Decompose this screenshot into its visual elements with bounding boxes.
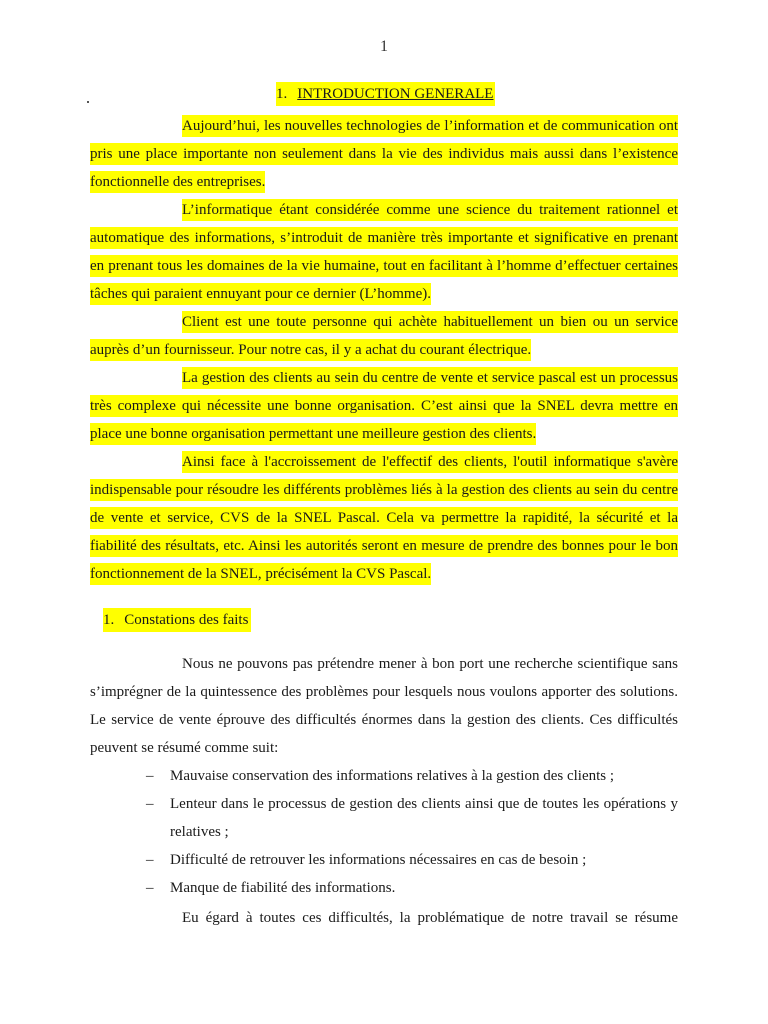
closing-paragraph: Eu égard à toutes ces difficultés, la problématique de notre travail se résume: [182, 910, 678, 926]
intro-paragraphs: [90, 112, 678, 588]
section-heading-text: Constations des faits: [124, 612, 249, 628]
intro-paragraph-1: Aujourd’hui, les nouvelles technologies de l’information et de communication ont pris une place importante non seulement dans la vie des individus mais aussi dans l’existence fonctionnelle des entreprises.: [90, 112, 678, 196]
intro-heading-text: INTRODUCTION GENERALE: [297, 86, 494, 102]
page-number: 1: [380, 38, 388, 55]
stray-dot: [87, 101, 89, 103]
section-paragraph: Nous ne pouvons pas prétendre mener à bon port une recherche scientifique sans s’imprégner de la quintessence des problèmes pour lesquels nous voulons apporter des solutions. Le service de vente éprouve des difficultés énormes dans la gestion des clients. Ces difficultés peuvent se résumé comme suit:: [90, 656, 678, 756]
section-heading-number: 1.: [103, 612, 115, 628]
list-item: – Mauvaise conservation des informations relatives à la gestion des clients ;: [146, 762, 678, 790]
dash-bullet-icon: –: [146, 768, 154, 784]
closing-body: [90, 904, 678, 932]
intro-paragraph-2: L’informatique étant considérée comme une science du traitement rationnel et automatique des informations, s’introduit de manière très importante et significative en prenant en prenant tous les domaines de la vie humaine, tout en facilitant à l’homme d’effectuer certaines tâches qui paraient ennuyant pour ce dernier (L’homme).: [90, 196, 678, 308]
dash-bullet-icon: –: [146, 796, 154, 812]
intro-paragraph-4: La gestion des clients au sein du centre de vente et service pascal est un processus très complexe qui nécessite une bonne organisation. C’est ainsi que la SNEL devra mettre en place une bonne organisation permettant une meilleure gestion des clients.: [90, 364, 678, 448]
intro-paragraph-5: Ainsi face à l'accroissement de l'effectif des clients, l'outil informatique s'avère indispensable pour résoudre les différents problèmes liés à la gestion des clients au sein du centre de vente et service, CVS de la SNEL Pascal. Cela va permettre la rapidité, la sécurité et la fiabilité des résultats, etc. Ainsi les autorités seront en mesure de prendre des bonnes pour le bon fonctionnement de la SNEL, précisément la CVS Pascal.: [90, 448, 678, 588]
list-item: – Manque de fiabilité des informations.: [146, 874, 678, 902]
dash-bullet-icon: –: [146, 852, 154, 868]
dash-bullet-icon: –: [146, 880, 154, 896]
section-heading: [103, 612, 251, 629]
difficulties-list: [146, 762, 678, 902]
intro-heading: [276, 86, 495, 103]
list-item: – Lenteur dans le processus de gestion des clients ainsi que de toutes les opérations y relatives ;: [146, 790, 678, 846]
intro-paragraph-3: Client est une toute personne qui achète habituellement un bien ou un service auprès d’un fournisseur. Pour notre cas, il y a achat du courant électrique.: [90, 308, 678, 364]
intro-heading-number: 1.: [276, 86, 288, 102]
list-item: – Difficulté de retrouver les informations nécessaires en cas de besoin ;: [146, 846, 678, 874]
section-body: [90, 650, 678, 762]
